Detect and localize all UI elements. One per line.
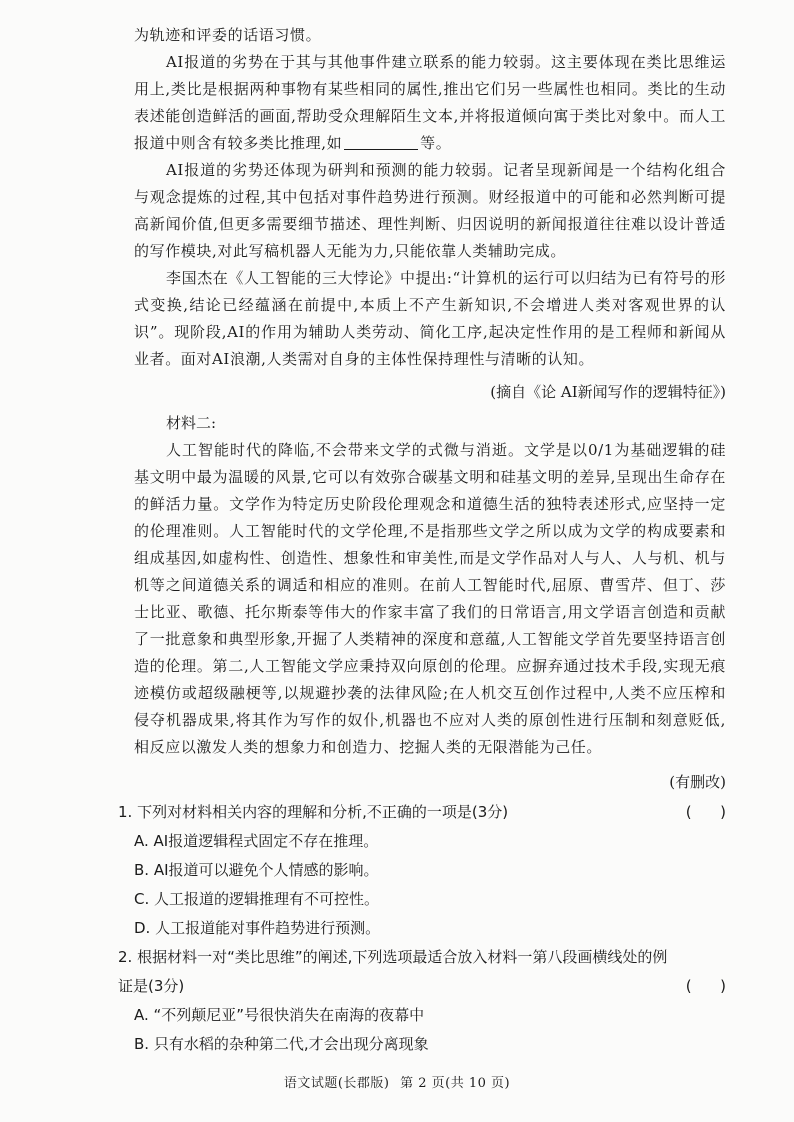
answer-blank xyxy=(344,133,418,150)
question-2-stem xyxy=(118,943,726,1001)
question-stem-text: 1. 下列对材料相关内容的理解和分析,不正确的一项是(3分) xyxy=(118,803,509,821)
paragraph-text: AI报道的劣势在于其与其他事件建立联系的能力较弱。这主要体现在类比思维运用上,类比是根据两种事物有某些相同的属性,推出它们另一些属性也相同。类比的生动表述能创造鲜活的画面,帮助受众理解陌生文本,并将报道倾向寓于类比对象中。而人工报道中则含有较多类比推理,如 xyxy=(134,53,726,152)
passage-paragraph-analogy xyxy=(134,49,726,157)
question-list xyxy=(118,798,726,1059)
question-1-option-d: D. 人工报道能对事件趋势进行预测。 xyxy=(134,919,381,937)
question-1-option-a: A. AI报道逻辑程式固定不存在推理。 xyxy=(134,832,379,850)
answer-bracket: ( ) xyxy=(685,803,726,821)
passage-lead-line: 为轨迹和评委的话语习惯。 xyxy=(134,26,322,44)
question-stem-text: 2. 根据材料一对“类比思维”的阐述,下列选项最适合放入材料一第八段画横线处的例证是(3分) xyxy=(118,948,668,995)
edited-note: (有删改) xyxy=(669,773,726,791)
page-footer xyxy=(0,1070,794,1097)
paragraph-text-end: 等。 xyxy=(420,134,452,152)
question-1-option-b: B. AI报道可以避免个人情感的影响。 xyxy=(134,861,379,879)
exam-page xyxy=(118,22,726,1059)
answer-bracket: ( ) xyxy=(685,977,726,995)
material-two-label: 材料二: xyxy=(166,414,217,432)
footer-exam-title: 语文试题(长郡版) xyxy=(283,1076,390,1091)
passage-paragraph-literature-ethics: 人工智能时代的降临,不会带来文学的式微与消逝。文学是以0/1为基础逻辑的硅基文明中最为温暖的风景,它可以有效弥合碳基文明和硅基文明的差异,呈现出生命存在的鲜活力量。文学作为特定历史阶段伦理观念和道德生活的独特表述形式,应坚持一定的伦理准则。人工智能时代的文学伦理,不是指那些文学之所以成为文学的构成要素和组成基因,如虚构性、创造性、想象性和审美性,而是文学作品对人与人、人与机、机与机等之间道德关系的调适和相应的准则。在前人工智能时代,屈原、曹雪芹、但丁、莎士比亚、歌德、托尔斯泰等伟大的作家丰富了我们的日常语言,用文学语言创造和贡献了一批意象和典型形象,开掘了人类精神的深度和意蕴,人工智能文学首先要坚持语言创造的伦理。第二,人工智能文学应秉持双向原创的伦理。应摒弃通过技术手段,实现无痕迹模仿或超级融梗等,以规避抄袭的法律风险;在人机交互创作过程中,人类不应压榨和侵夺机器成果,将其作为写作的奴仆,机器也不应对人类的原创性进行压制和刻意贬低,相反应以激发人类的想象力和创造力、挖掘人类的无限潜能为己任。 xyxy=(134,441,726,756)
question-2-option-a: A. “不列颠尼亚”号很快消失在南海的夜幕中 xyxy=(134,1006,425,1024)
passage-paragraph-prediction: AI报道的劣势还体现为研判和预测的能力较弱。记者呈现新闻是一个结构化组合与观念提炼的过程,其中包括对事件趋势进行预测。财经报道中的可能和必然判断可提高新闻价值,但更多需要细节描述、理性判断、归因说明的新闻报道往往难以设计普适的写作模块,对此写稿机器人无能为力,只能依靠人类辅助完成。 xyxy=(134,161,726,260)
passage-paragraph-quote: 李国杰在《人工智能的三大悖论》中提出:“计算机的运行可以归结为已有符号的形式变换,结论已经蕴涵在前提中,本质上不产生新知识,不会增进人类对客观世界的认识”。现阶段,AI的作用为辅助人类劳动、简化工序,起决定性作用的是工程师和新闻从业者。面对AI浪潮,人类需对自身的主体性保持理性与清晰的认知。 xyxy=(134,269,726,368)
source-citation: (摘自《论 AI新闻写作的逻辑特征》) xyxy=(490,383,726,401)
question-1-stem xyxy=(118,798,726,827)
question-1-option-c: C. 人工报道的逻辑推理有不可控性。 xyxy=(134,890,380,908)
question-2-option-b: B. 只有水稻的杂种第二代,才会出现分离现象 xyxy=(134,1035,429,1053)
footer-page-number: 第 2 页(共 10 页) xyxy=(400,1076,511,1091)
